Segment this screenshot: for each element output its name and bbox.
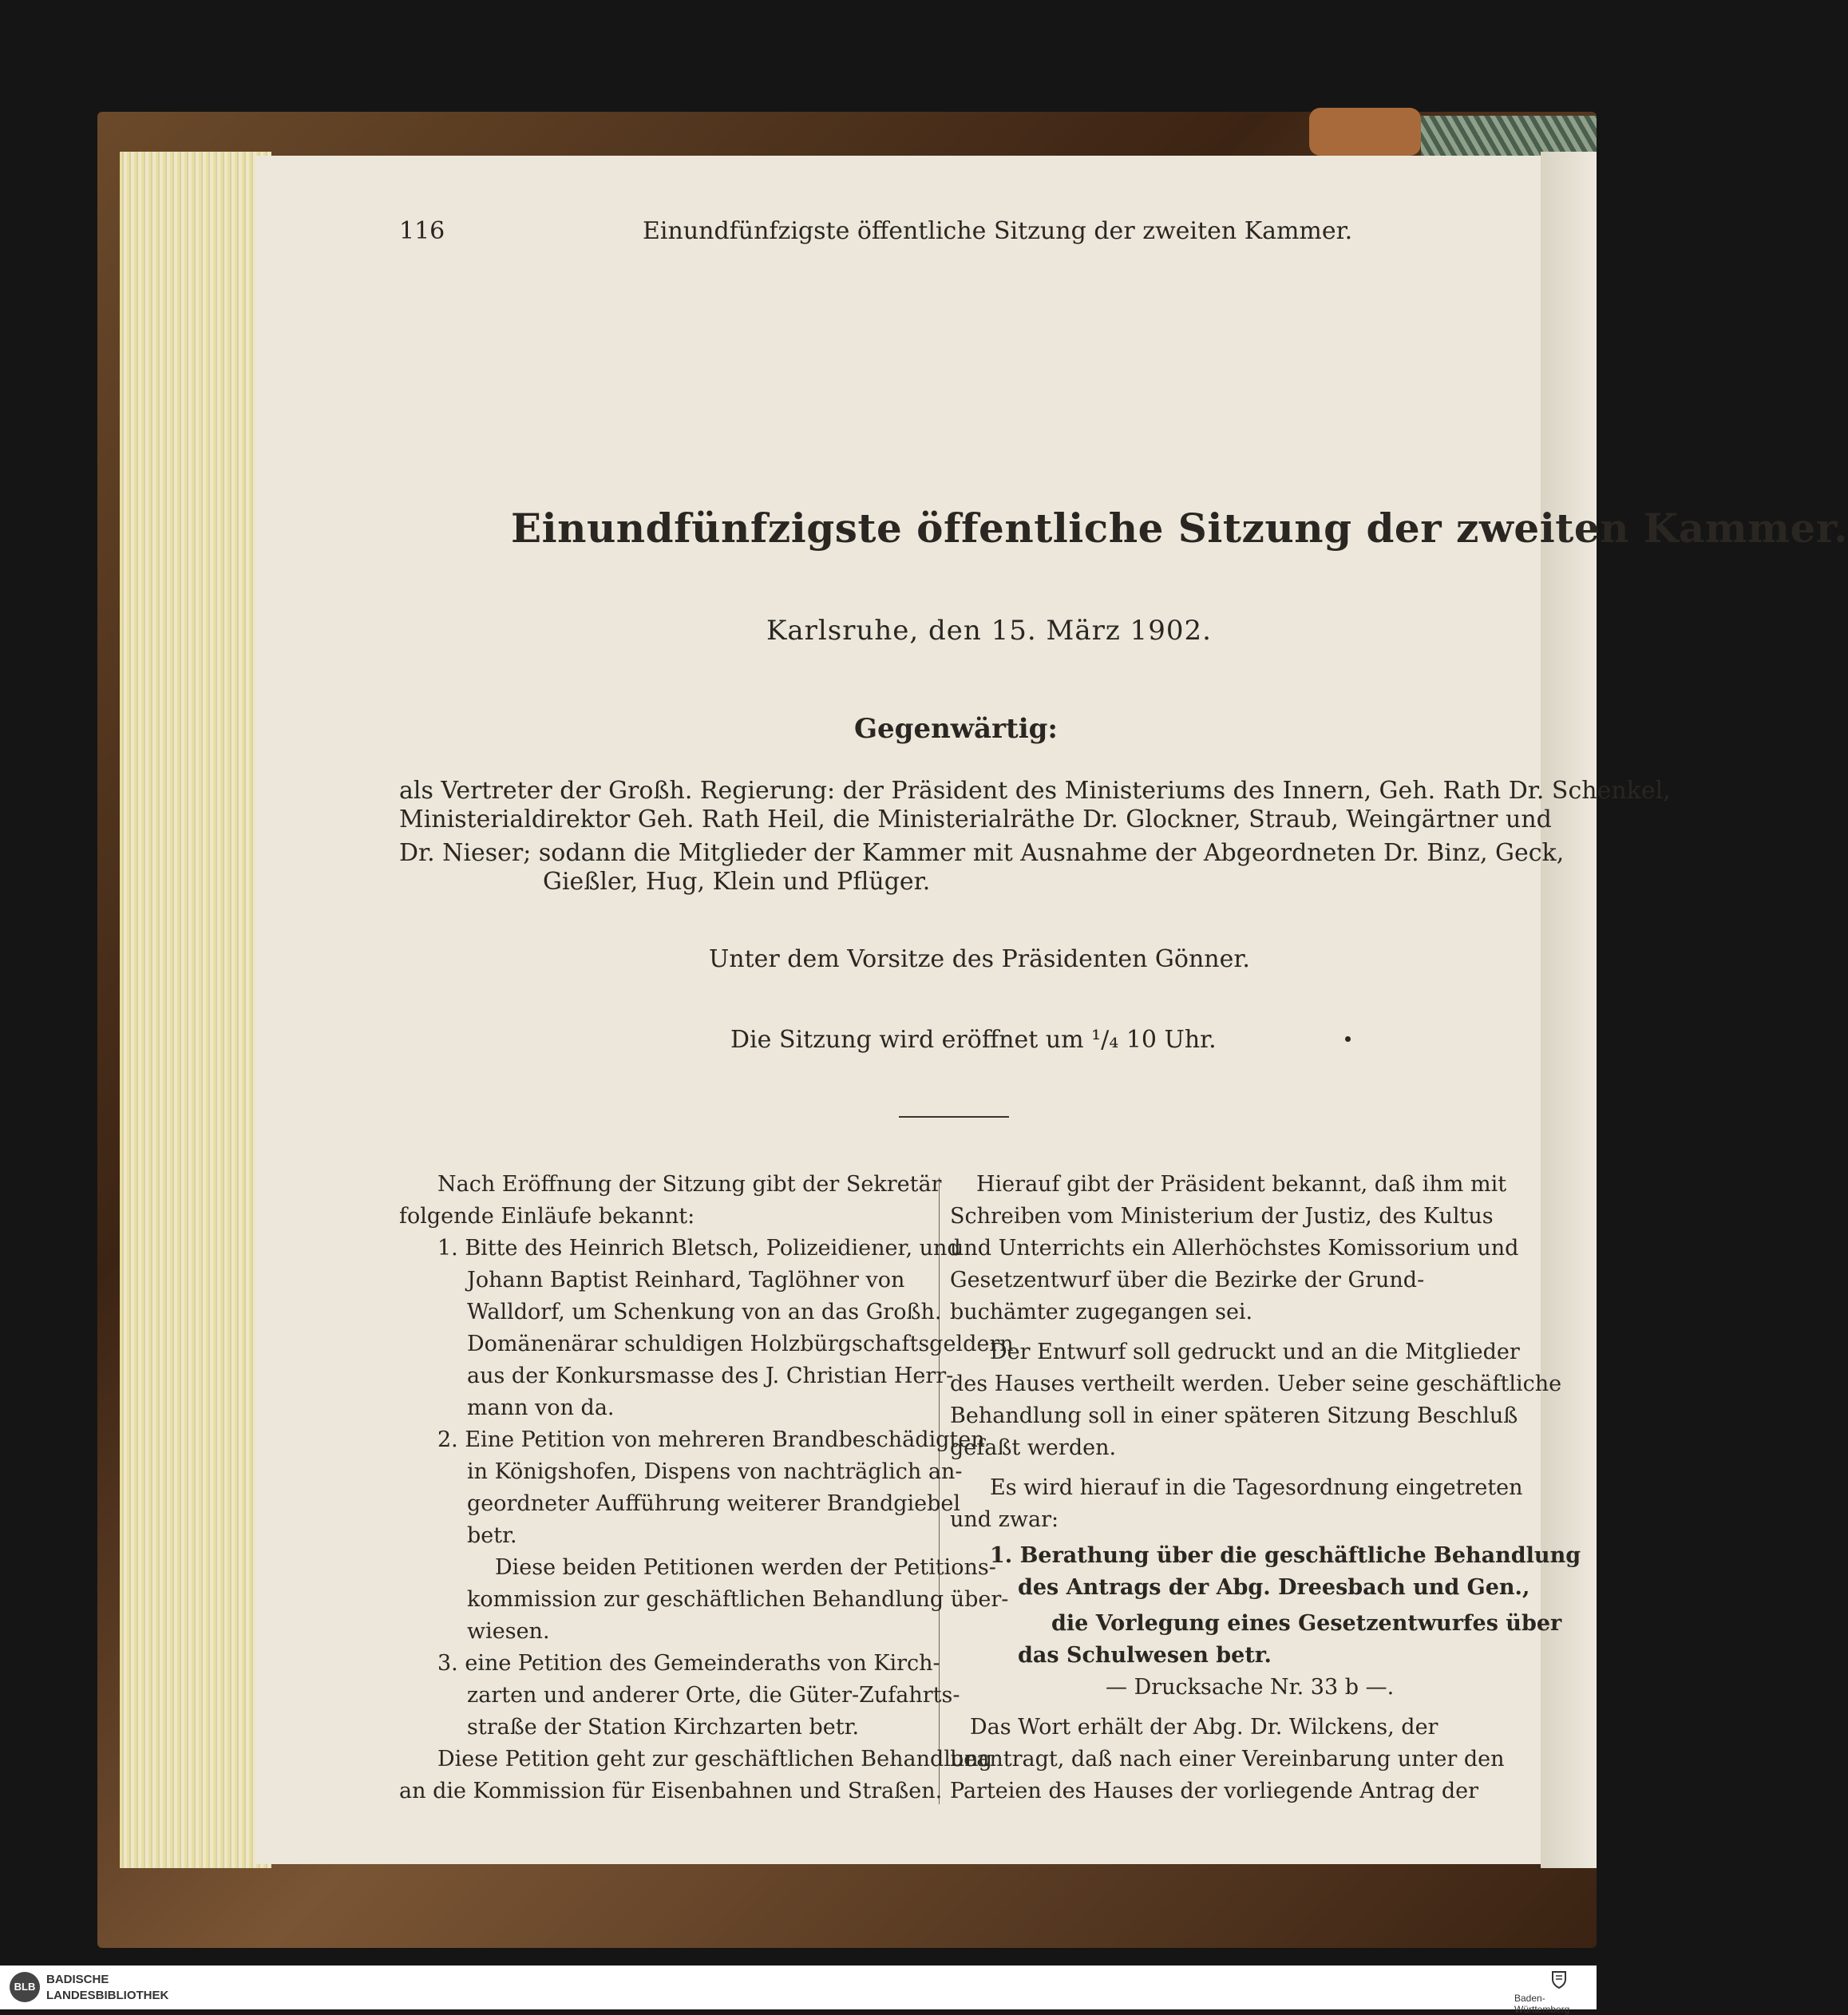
present-heading: Gegenwärtig: [854, 713, 1058, 745]
right-column-line: Es wird hierauf in die Tagesordnung eingetreten [990, 1475, 1523, 1500]
left-column-line: folgende Einläufe bekannt: [399, 1204, 695, 1229]
chair-line: Unter dem Vorsitze des Präsidenten Gönner. [709, 945, 1250, 973]
agenda-item-title: die Vorlegung eines Gesetzentwurfes über [1051, 1611, 1562, 1636]
agenda-item-title: des Antrags der Abg. Dreesbach und Gen., [1018, 1575, 1530, 1600]
right-column-line: Schreiben vom Ministerium der Justiz, des Kultus [950, 1204, 1494, 1229]
left-column-line: kommission zur geschäftlichen Behandlung über- [467, 1587, 1009, 1612]
agenda-item-title: das Schulwesen betr. [1018, 1643, 1272, 1668]
left-column-line: zarten und anderer Orte, die Güter-Zufahrts- [467, 1683, 960, 1708]
opening-line: Die Sitzung wird eröffnet um ¹/₄ 10 Uhr. [730, 1026, 1217, 1054]
state-name: Baden-Württemberg [1514, 1993, 1570, 2015]
left-column-line: wiesen. [467, 1619, 550, 1644]
session-title: Einundfünfzigste öffentliche Sitzung der zweiten Kammer. [511, 505, 1848, 552]
attendance-line: als Vertreter der Großh. Regierung: der Präsident des Ministeriums des Innern, Geh. Rath Dr. Schenkel, [399, 777, 1671, 805]
ink-dot [1345, 1036, 1351, 1042]
left-column-line: Johann Baptist Reinhard, Taglöhner von [467, 1268, 905, 1293]
left-column-line: Nach Eröffnung der Sitzung gibt der Sekretär [437, 1172, 942, 1197]
right-column-line: und Unterrichts ein Allerhöchstes Komissorium und [950, 1236, 1519, 1261]
right-column-line: Hierauf gibt der Präsident bekannt, daß ihm mit [976, 1172, 1507, 1197]
attendance-line: Gießler, Hug, Klein und Pflüger. [543, 868, 931, 896]
right-column-line: Gesetzentwurf über die Bezirke der Grund- [950, 1268, 1425, 1293]
state-crest-icon [1549, 1969, 1569, 1989]
left-column-line: in Königshofen, Dispens von nachträglich an- [467, 1459, 963, 1484]
right-column-line: Der Entwurf soll gedruckt und an die Mitglieder [990, 1340, 1520, 1364]
library-name [46, 1972, 168, 2004]
attendance-line: Ministerialdirektor Geh. Rath Heil, die Ministerialräthe Dr. Glockner, Straub, Weingärtner und [399, 806, 1552, 833]
footer-bar [0, 1966, 1597, 2009]
right-column-line: buchämter zugegangen sei. [950, 1300, 1253, 1324]
leather-strap [1309, 108, 1421, 156]
page-edges [120, 152, 271, 1868]
document-reference: — Drucksache Nr. 33 b —. [1106, 1675, 1395, 1700]
right-column-line: Parteien des Hauses der vorliegende Antrag der [950, 1779, 1479, 1803]
left-column-line: 2. Eine Petition von mehreren Brandbeschädigten [437, 1427, 985, 1452]
left-column-line: Diese Petition geht zur geschäftlichen Behandlung [437, 1747, 992, 1772]
left-column-line: an die Kommission für Eisenbahnen und Straßen. [399, 1779, 943, 1803]
running-header-title: Einundfünfzigste öffentliche Sitzung der zweiten Kammer. [643, 217, 1353, 245]
library-name-line: LANDESBIBLIOTHEK [46, 1989, 169, 2002]
attendance-line: Dr. Nieser; sodann die Mitglieder der Kammer mit Ausnahme der Abgeordneten Dr. Binz, Geck, [399, 839, 1565, 867]
left-column-line: straße der Station Kirchzarten betr. [467, 1715, 860, 1740]
left-column-line: 3. eine Petition des Gemeinderaths von Kirch- [437, 1651, 940, 1676]
library-logo-icon: BLB [10, 1972, 40, 2002]
right-column-line: Behandlung soll in einer späteren Sitzung Beschluß [950, 1403, 1518, 1428]
left-column-line: betr. [467, 1523, 517, 1548]
library-name-line: BADISCHE [46, 1973, 109, 1986]
right-column-line: und zwar: [950, 1507, 1059, 1532]
left-column-line: mann von da. [467, 1395, 615, 1420]
agenda-item-title: 1. Berathung über die geschäftliche Behandlung [990, 1543, 1581, 1568]
left-column-line: Domänenärar schuldigen Holzbürgschaftsgeldern [467, 1332, 1014, 1356]
right-column-line: gefaßt werden. [950, 1435, 1117, 1460]
left-column-line: Walldorf, um Schenkung von an das Großh. [467, 1300, 942, 1324]
right-column-line: des Hauses vertheilt werden. Ueber seine geschäftliche [950, 1372, 1562, 1396]
left-column-line: aus der Konkursmasse des J. Christian Herr- [467, 1364, 954, 1388]
right-column-line: Das Wort erhält der Abg. Dr. Wilckens, der [970, 1715, 1438, 1740]
page-number: 116 [399, 217, 445, 245]
left-column-line: geordneter Aufführung weiterer Brandgiebel [467, 1491, 961, 1516]
right-column-line: beantragt, daß nach einer Vereinbarung unter den [950, 1747, 1505, 1772]
section-separator [899, 1116, 1009, 1118]
date-line: Karlsruhe, den 15. März 1902. [766, 615, 1212, 647]
left-column-line: 1. Bitte des Heinrich Bletsch, Polizeidiener, und [437, 1236, 961, 1261]
left-column-line: Diese beiden Petitionen werden der Petitions- [495, 1555, 996, 1580]
